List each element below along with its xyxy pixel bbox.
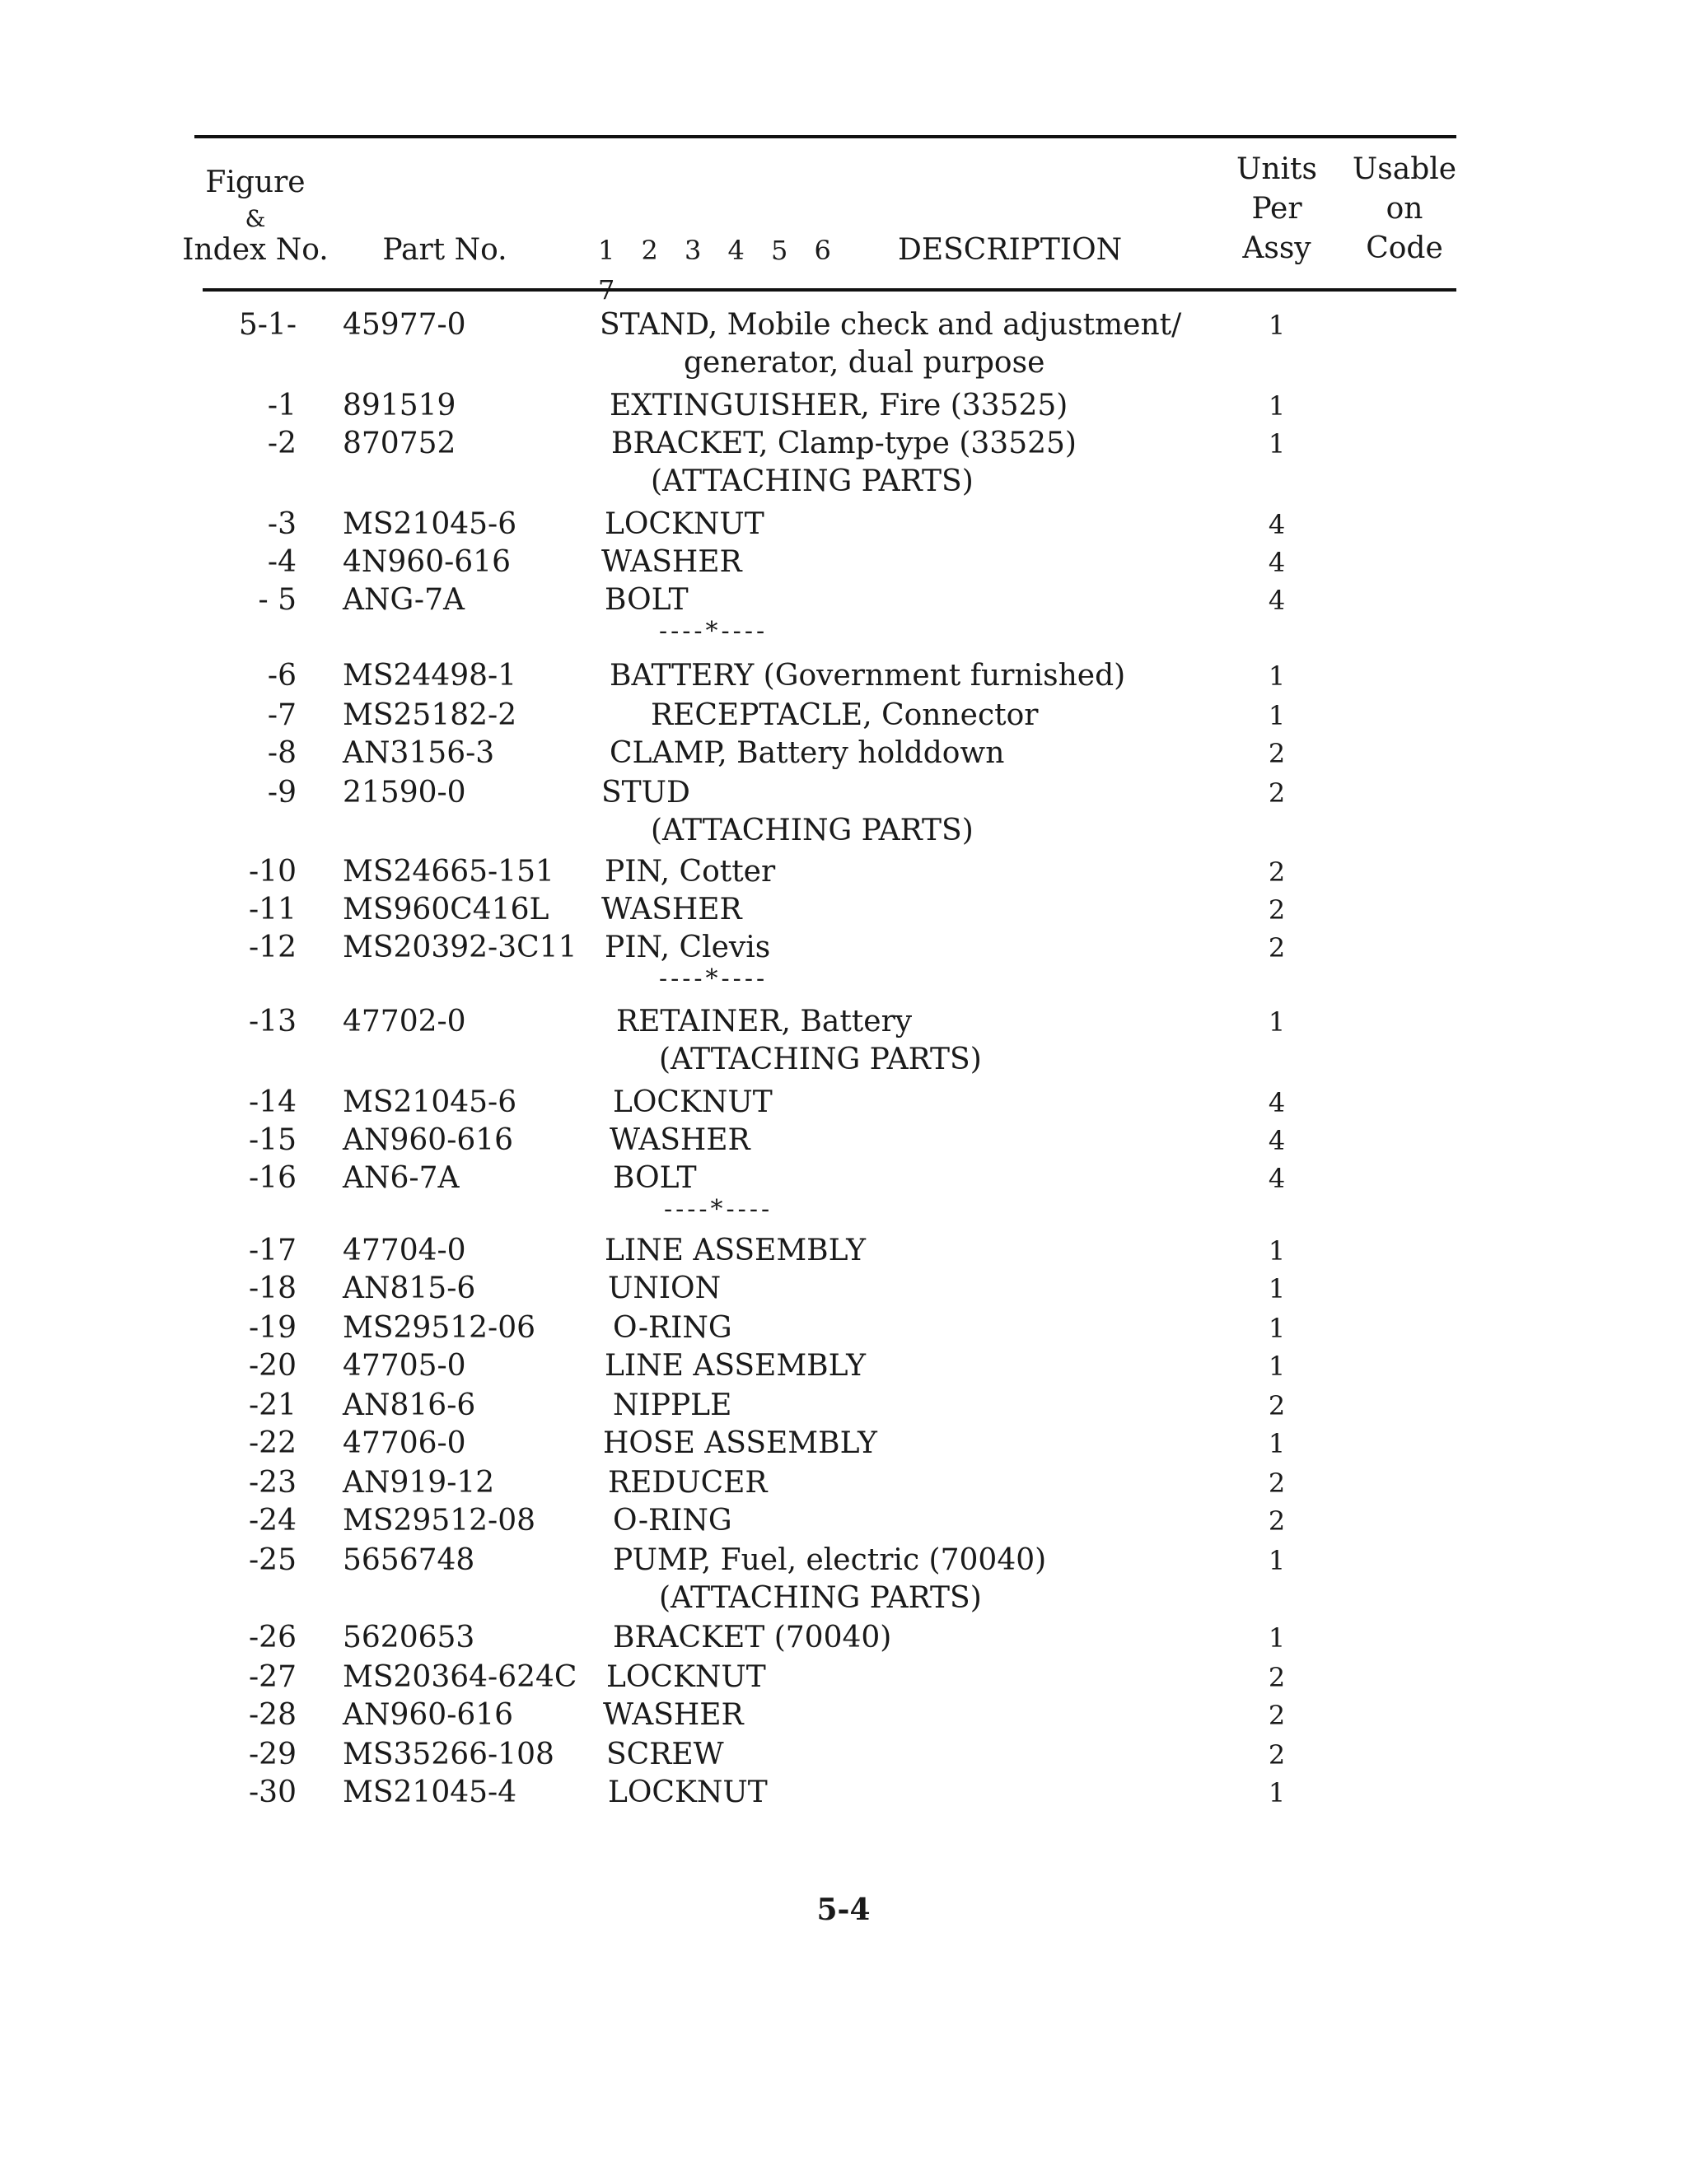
indent-level-1: 1: [598, 235, 615, 266]
indent-level-5: 5: [771, 235, 788, 266]
row-part-number: MS960C416L: [343, 893, 549, 926]
row-part-number: 5656748: [343, 1543, 475, 1577]
row-part-number: AN815-6: [343, 1272, 476, 1305]
row-index: -1: [267, 389, 297, 422]
row-part-number: 47706-0: [343, 1426, 466, 1460]
row-index: -15: [249, 1123, 297, 1157]
header-top-rule: [194, 135, 1456, 138]
row-part-number: 5620653: [343, 1621, 475, 1654]
row-description: (ATTACHING PARTS): [659, 1581, 982, 1615]
row-index: -12: [249, 931, 297, 964]
row-description: WASHER: [610, 1123, 750, 1157]
row-description: SCREW: [606, 1738, 724, 1771]
header-usable-line-3: Code: [1366, 231, 1443, 265]
attaching-parts-separator: ----*----: [664, 1195, 773, 1224]
row-units-per-assy: 2: [1268, 1390, 1286, 1421]
row-index: -9: [267, 776, 297, 810]
row-units-per-assy: 1: [1268, 1235, 1286, 1267]
row-description: BRACKET, Clamp-type (33525): [611, 427, 1077, 460]
indent-level-2: 2: [641, 235, 658, 266]
row-units-per-assy: 2: [1268, 932, 1286, 964]
row-description: LINE ASSEMBLY: [605, 1234, 867, 1267]
row-description: STUD: [601, 776, 690, 810]
row-units-per-assy: 1: [1268, 1006, 1286, 1038]
row-part-number: 45977-0: [343, 308, 466, 342]
row-index: -30: [249, 1776, 297, 1809]
row-description: BRACKET (70040): [613, 1621, 892, 1654]
row-part-number: 21590-0: [343, 776, 466, 810]
row-index: -8: [267, 736, 297, 770]
row-units-per-assy: 1: [1268, 1273, 1286, 1304]
row-description: generator, dual purpose: [684, 346, 1045, 380]
row-index: -6: [267, 659, 297, 693]
row-description: LOCKNUT: [606, 1660, 766, 1694]
row-index: -19: [249, 1311, 297, 1345]
indent-level-4: 4: [727, 235, 745, 266]
row-index: -25: [249, 1543, 297, 1577]
row-part-number: AN816-6: [343, 1388, 476, 1422]
row-description: O-RING: [613, 1311, 732, 1345]
row-description: BOLT: [613, 1161, 697, 1195]
header-usable-line-1: Usable: [1352, 152, 1457, 186]
row-description: RETAINER, Battery: [616, 1005, 913, 1038]
row-index: -2: [267, 427, 297, 460]
row-description: (ATTACHING PARTS): [651, 814, 974, 847]
row-index: 5-1-: [238, 308, 297, 342]
row-description: RECEPTACLE, Connector: [651, 698, 1039, 732]
header-description: DESCRIPTION: [898, 233, 1123, 267]
row-units-per-assy: 2: [1268, 738, 1286, 769]
header-figure: Figure: [205, 166, 306, 199]
row-units-per-assy: 2: [1268, 1700, 1286, 1731]
row-part-number: MS20392-3C11: [343, 931, 577, 964]
row-index: -21: [249, 1388, 297, 1422]
row-description: LOCKNUT: [608, 1776, 768, 1809]
row-part-number: MS21045-4: [343, 1776, 517, 1809]
row-part-number: MS25182-2: [343, 698, 517, 732]
row-description: CLAMP, Battery holddown: [610, 736, 1005, 770]
row-index: -3: [267, 507, 297, 541]
row-index: -16: [249, 1161, 297, 1195]
row-part-number: MS20364-624C: [343, 1660, 577, 1694]
row-part-number: MS21045-6: [343, 1085, 517, 1119]
row-units-per-assy: 1: [1268, 1313, 1286, 1344]
row-index: -28: [249, 1698, 297, 1732]
header-usable-line-2: on: [1386, 192, 1423, 226]
row-units-per-assy: 4: [1268, 509, 1286, 540]
row-description: PIN, Cotter: [605, 855, 776, 889]
row-units-per-assy: 2: [1268, 856, 1286, 888]
row-part-number: MS29512-06: [343, 1311, 536, 1345]
row-index: -22: [249, 1426, 297, 1460]
row-description: (ATTACHING PARTS): [659, 1043, 982, 1076]
row-part-number: MS29512-08: [343, 1504, 536, 1538]
header-index-no: Index No.: [182, 233, 329, 267]
row-description: O-RING: [613, 1504, 732, 1538]
row-part-number: 891519: [343, 389, 456, 422]
row-description: EXTINGUISHER, Fire (33525): [610, 389, 1068, 422]
row-index: -29: [249, 1738, 297, 1771]
row-index: -24: [249, 1504, 297, 1538]
row-part-number: AN960-616: [343, 1698, 514, 1732]
row-index: -27: [249, 1660, 297, 1694]
row-description: PIN, Clevis: [605, 931, 771, 964]
row-units-per-assy: 2: [1268, 1739, 1286, 1771]
row-description: (ATTACHING PARTS): [651, 464, 974, 498]
row-index: -14: [249, 1085, 297, 1119]
page-number: 5-4: [816, 1892, 871, 1927]
row-part-number: 47704-0: [343, 1234, 466, 1267]
row-part-number: 870752: [343, 427, 456, 460]
row-index: -13: [249, 1005, 297, 1038]
row-units-per-assy: 4: [1268, 1163, 1286, 1194]
row-index: -7: [267, 698, 297, 732]
row-index: -10: [249, 855, 297, 889]
row-units-per-assy: 2: [1268, 1468, 1286, 1499]
row-units-per-assy: 1: [1268, 1777, 1286, 1808]
row-units-per-assy: 4: [1268, 1125, 1286, 1156]
row-units-per-assy: 1: [1268, 1351, 1286, 1382]
row-part-number: MS35266-108: [343, 1738, 554, 1771]
row-description: WASHER: [601, 545, 742, 579]
header-ampersand: &: [245, 205, 266, 232]
row-part-number: AN960-616: [343, 1123, 514, 1157]
row-units-per-assy: 1: [1268, 700, 1286, 731]
row-description: BATTERY (Government furnished): [610, 659, 1126, 693]
row-description: LINE ASSEMBLY: [605, 1349, 867, 1383]
row-description: WASHER: [601, 893, 742, 926]
row-index: - 5: [258, 583, 297, 617]
row-index: -20: [249, 1349, 297, 1383]
row-part-number: MS21045-6: [343, 507, 517, 541]
header-units-line-2: Per: [1251, 192, 1302, 226]
row-units-per-assy: 1: [1268, 390, 1286, 422]
row-description: NIPPLE: [613, 1388, 732, 1422]
row-units-per-assy: 1: [1268, 1545, 1286, 1576]
row-part-number: MS24498-1: [343, 659, 517, 693]
header-indent-levels: [598, 231, 878, 310]
indent-level-6: 6: [814, 235, 831, 266]
row-units-per-assy: 1: [1268, 428, 1286, 460]
row-description: BOLT: [605, 583, 689, 617]
row-part-number: AN919-12: [343, 1466, 495, 1500]
row-description: UNION: [608, 1272, 722, 1305]
row-units-per-assy: 2: [1268, 1662, 1286, 1693]
header-part-no: Part No.: [382, 233, 507, 267]
row-description: HOSE ASSEMBLY: [603, 1426, 877, 1460]
header-units-line-1: Units: [1236, 152, 1317, 186]
row-units-per-assy: 1: [1268, 310, 1286, 341]
header-bottom-rule: [203, 288, 1456, 292]
row-description: PUMP, Fuel, electric (70040): [613, 1543, 1047, 1577]
row-description: WASHER: [603, 1698, 744, 1732]
row-units-per-assy: 1: [1268, 1622, 1286, 1654]
row-part-number: AN3156-3: [343, 736, 495, 770]
row-index: -18: [249, 1272, 297, 1305]
row-part-number: AN6-7A: [343, 1161, 460, 1195]
row-units-per-assy: 2: [1268, 1505, 1286, 1537]
row-part-number: ANG-7A: [343, 583, 465, 617]
row-part-number: MS24665-151: [343, 855, 554, 889]
row-units-per-assy: 2: [1268, 894, 1286, 926]
row-part-number: 47702-0: [343, 1005, 466, 1038]
attaching-parts-separator: ----*----: [659, 964, 769, 993]
row-units-per-assy: 1: [1268, 1428, 1286, 1459]
row-units-per-assy: 1: [1268, 660, 1286, 692]
row-part-number: 47705-0: [343, 1349, 466, 1383]
row-units-per-assy: 4: [1268, 1087, 1286, 1118]
row-units-per-assy: 4: [1268, 547, 1286, 578]
row-index: -23: [249, 1466, 297, 1500]
row-part-number: 4N960-616: [343, 545, 511, 579]
attaching-parts-separator: ----*----: [659, 617, 769, 646]
row-description: REDUCER: [608, 1466, 768, 1500]
row-index: -17: [249, 1234, 297, 1267]
row-units-per-assy: 2: [1268, 777, 1286, 809]
header-units-line-3: Assy: [1242, 231, 1311, 265]
row-index: -11: [249, 893, 297, 926]
row-index: -4: [267, 545, 297, 579]
row-description: LOCKNUT: [613, 1085, 773, 1119]
row-description: LOCKNUT: [605, 507, 764, 541]
row-units-per-assy: 4: [1268, 585, 1286, 616]
row-index: -26: [249, 1621, 297, 1654]
row-description: STAND, Mobile check and adjustment/: [600, 308, 1182, 342]
indent-level-3: 3: [685, 235, 702, 266]
